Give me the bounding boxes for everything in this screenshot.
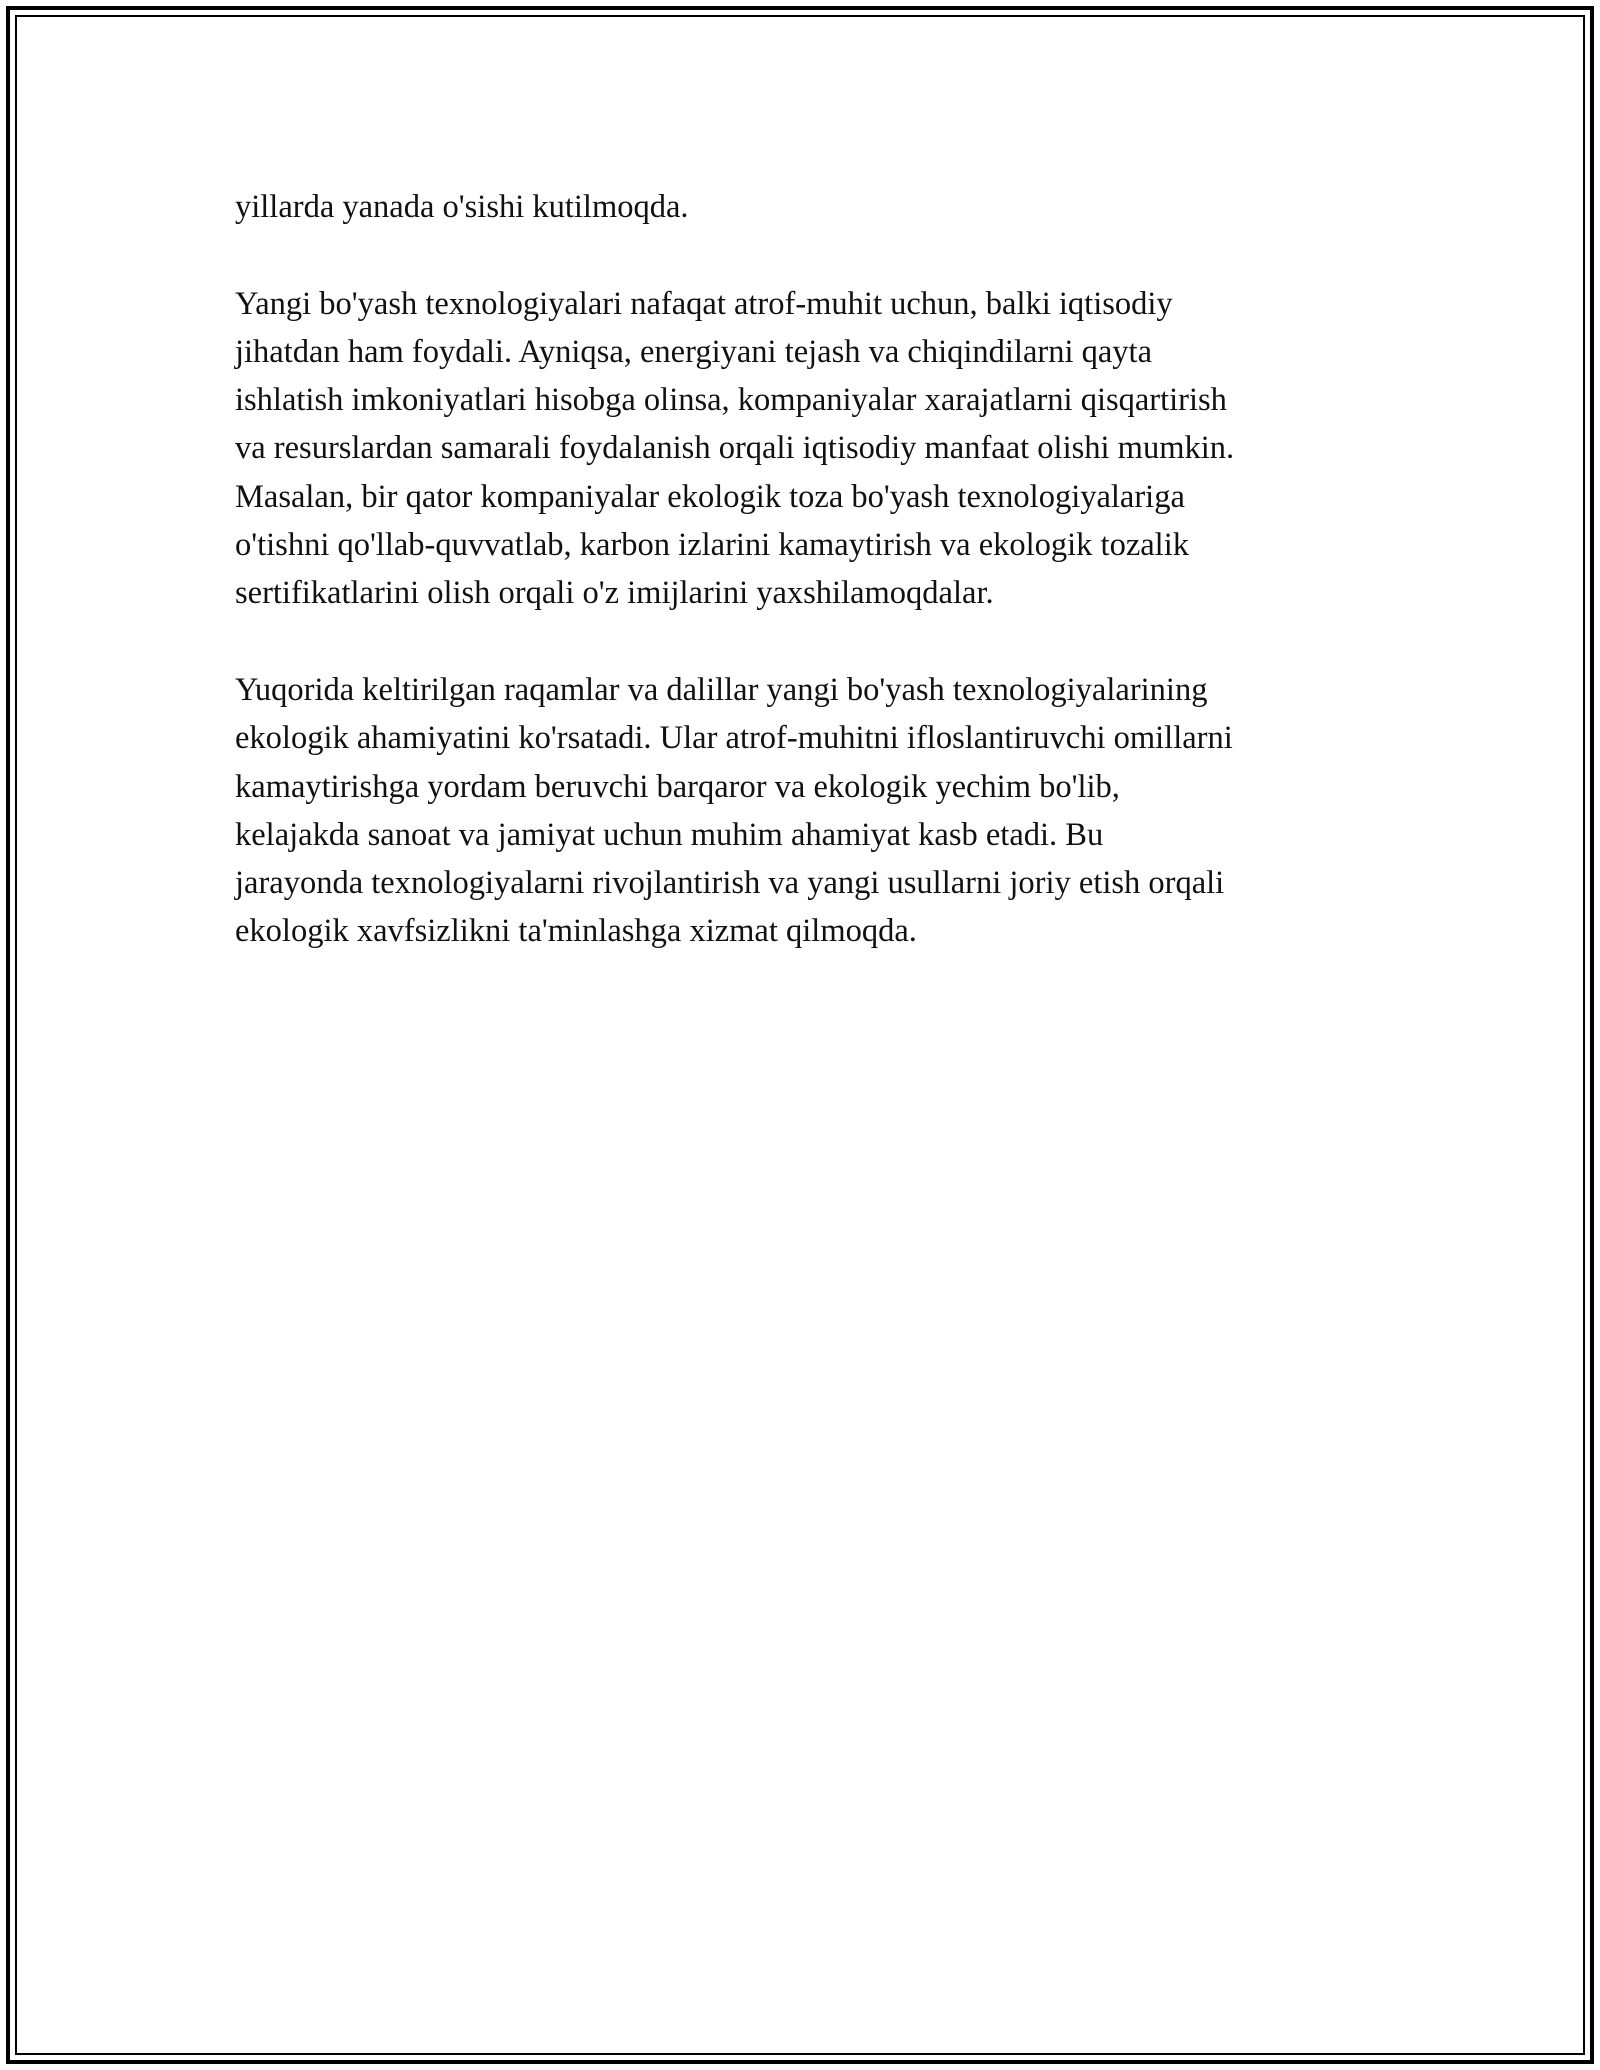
text-line: ishlatish imkoniyatlari hisobga olinsa, kompaniyalar xarajatlarni qisqartirish: [235, 382, 1227, 419]
text-line: sertifikatlarini olish orqali o'z imijlarini yaxshilamoqdalar.: [235, 575, 994, 612]
text-line: ekologik xavfsizlikni ta'minlashga xizmat qilmoqda.: [235, 913, 917, 950]
paragraph-2: [235, 280, 1375, 618]
text-line: yillarda yanada o'sishi kutilmoqda.: [235, 189, 689, 225]
text-line: Yuqorida keltirilgan raqamlar va dalillar yangi bo'yash texnologiyalarining: [235, 671, 1208, 708]
text-line: Yangi bo'yash texnologiyalari nafaqat atrof-muhit uchun, balki iqtisodiy: [235, 285, 1173, 322]
paragraph-3: [235, 666, 1375, 956]
paragraph-1: [235, 183, 1375, 231]
text-line: jihatdan ham foydali. Ayniqsa, energiyani tejash va chiqindilarni qayta: [235, 333, 1152, 370]
text-line: Masalan, bir qator kompaniyalar ekologik toza bo'yash texnologiyalariga: [235, 478, 1185, 515]
text-line: kamaytirishga yordam beruvchi barqaror va ekologik yechim bo'lib,: [235, 768, 1120, 805]
text-line: jarayonda texnologiyalarni rivojlantirish va yangi usullarni joriy etish orqali: [235, 865, 1225, 902]
text-line: o'tishni qo'llab-quvvatlab, karbon izlarini kamaytirish va ekologik tozalik: [235, 527, 1189, 564]
document-body: [235, 183, 1375, 1004]
text-line: kelajakda sanoat va jamiyat uchun muhim ahamiyat kasb etadi. Bu: [235, 816, 1104, 853]
text-line: va resurslardan samarali foydalanish orqali iqtisodiy manfaat olishi mumkin.: [235, 430, 1235, 467]
text-line: ekologik ahamiyatini ko'rsatadi. Ular atrof-muhitni ifloslantiruvchi omillarni: [235, 720, 1233, 757]
